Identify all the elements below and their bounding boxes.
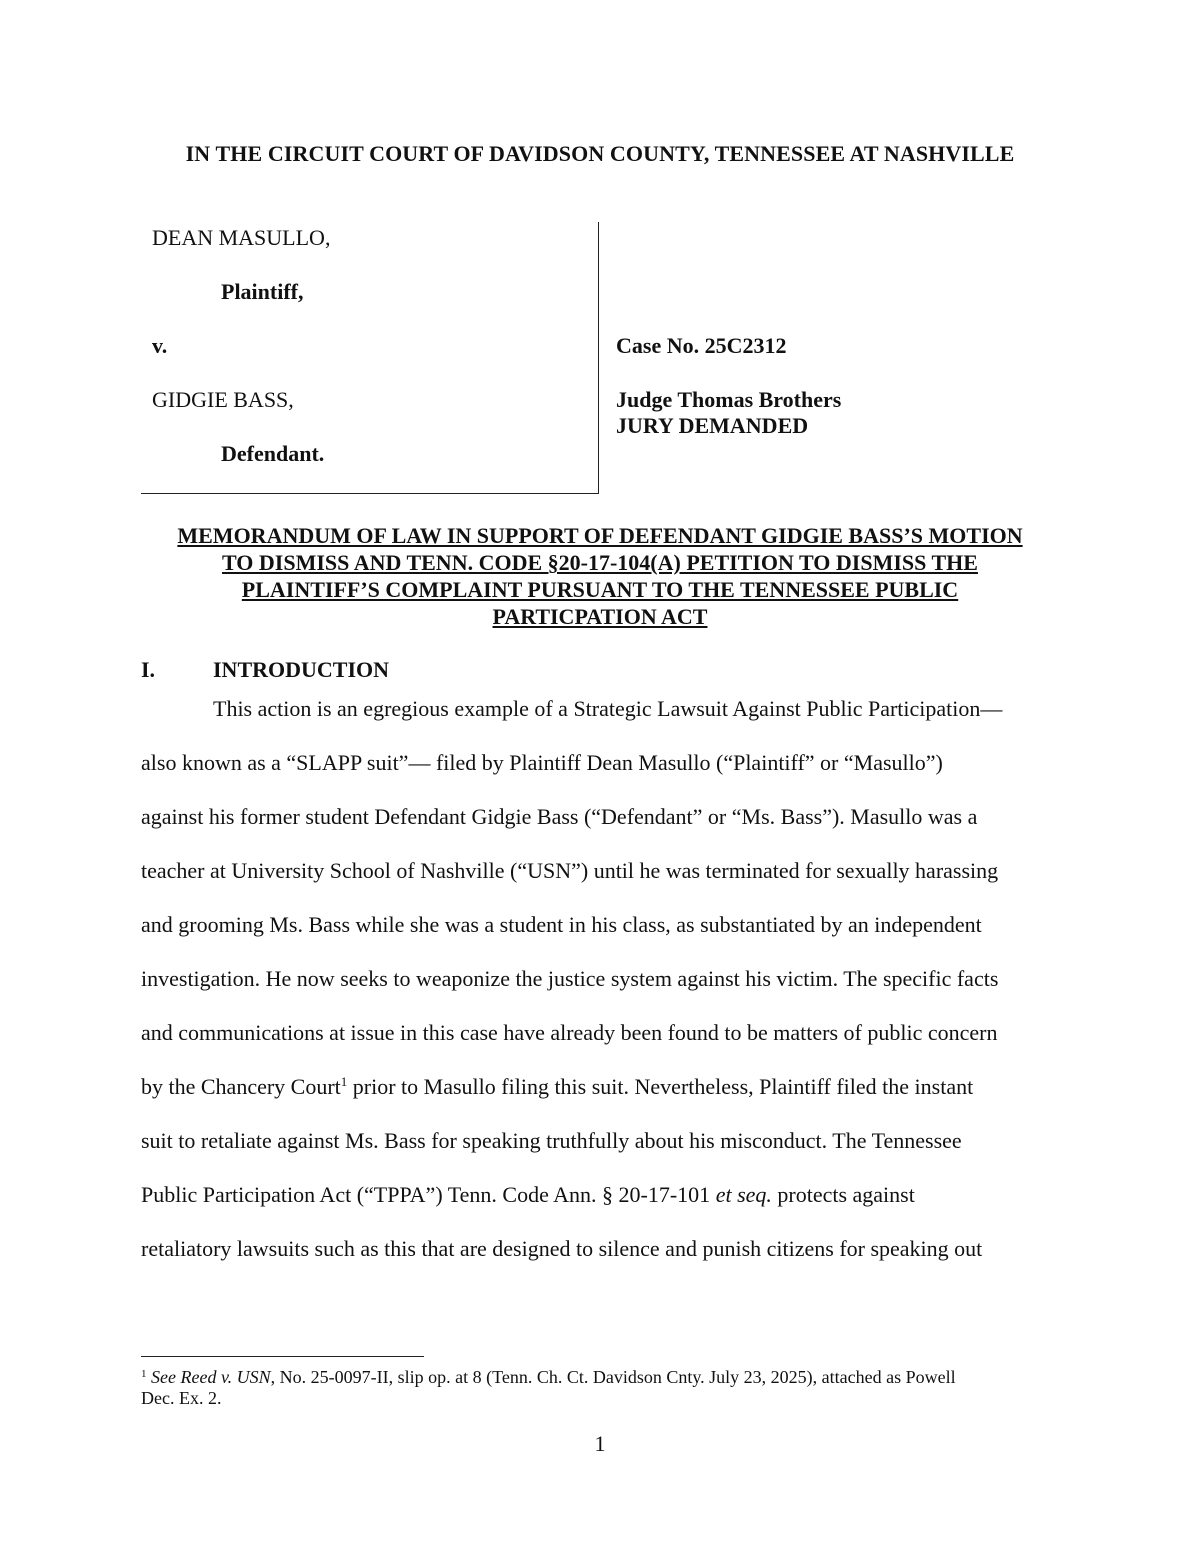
caption-divider-vertical bbox=[598, 222, 599, 494]
plaintiff-role: Plaintiff, bbox=[221, 279, 304, 304]
memo-title-line: PLAINTIFF’S COMPLAINT PURSUANT TO THE TENNESSEE PUBLIC bbox=[241, 577, 959, 602]
versus: v. bbox=[152, 333, 168, 358]
body-line bbox=[141, 1182, 1059, 1208]
body-text: prior to Masullo filing this suit. Nevertheless, Plaintiff filed the instant bbox=[347, 1074, 974, 1099]
body-line: suit to retaliate against Ms. Bass for speaking truthfully about his misconduct. The Tennessee bbox=[141, 1128, 962, 1153]
body-text: protects against bbox=[771, 1182, 915, 1207]
body-line bbox=[141, 1074, 1059, 1100]
caption-divider-horizontal bbox=[141, 493, 599, 494]
italic-text: et seq. bbox=[715, 1182, 772, 1207]
body-line: and communications at issue in this case have already been found to be matters of public concern bbox=[141, 1020, 998, 1045]
jury-demand: JURY DEMANDED bbox=[616, 413, 809, 438]
body-line: retaliatory lawsuits such as this that are designed to silence and punish citizens for speaking out bbox=[141, 1236, 983, 1261]
defendant-role: Defendant. bbox=[221, 441, 325, 466]
footnote-text: , No. 25-0097-II, slip op. at 8 (Tenn. Ch. Ct. Davidson Cnty. July 23, 2025), attached as Powell bbox=[270, 1367, 956, 1387]
body-line: against his former student Defendant Gidgie Bass (“Defendant” or “Ms. Bass”). Masullo was a bbox=[141, 804, 978, 829]
memo-title-line: TO DISMISS AND TENN. CODE §20-17-104(A) PETITION TO DISMISS THE bbox=[222, 550, 978, 575]
body-text: Public Participation Act (“TPPA”) Tenn. Code Ann. § 20-17-101 bbox=[141, 1182, 716, 1207]
footnote-separator bbox=[141, 1356, 424, 1357]
body-line: also known as a “SLAPP suit”— filed by Plaintiff Dean Masullo (“Plaintiff” or “Masullo”) bbox=[141, 750, 943, 775]
memo-title-line: PARTICPATION ACT bbox=[492, 604, 708, 629]
memorandum-title bbox=[120, 522, 1080, 630]
court-header: IN THE CIRCUIT COURT OF DAVIDSON COUNTY, TENNESSEE AT NASHVILLE bbox=[185, 141, 1015, 166]
footnote-line bbox=[141, 1367, 1041, 1388]
plaintiff-name: DEAN MASULLO, bbox=[152, 225, 331, 250]
footnote bbox=[141, 1367, 1041, 1409]
defendant-name: GIDGIE BASS, bbox=[152, 387, 294, 412]
section-title: INTRODUCTION bbox=[213, 657, 390, 682]
body-line: teacher at University School of Nashville (“USN”) until he was terminated for sexually harassing bbox=[141, 858, 999, 883]
body-line: investigation. He now seeks to weaponize the justice system against his victim. The specific facts bbox=[141, 966, 999, 991]
section-number: I. bbox=[141, 657, 156, 682]
judge-name: Judge Thomas Brothers bbox=[616, 387, 842, 412]
footnote-citation: See Reed v. USN bbox=[151, 1367, 271, 1387]
footnote-marker: 1 bbox=[141, 1368, 147, 1380]
footnote-line: Dec. Ex. 2. bbox=[141, 1388, 222, 1408]
memo-title-line: MEMORANDUM OF LAW IN SUPPORT OF DEFENDANT GIDGIE BASS’S MOTION bbox=[177, 523, 1023, 548]
body-line: This action is an egregious example of a Strategic Lawsuit Against Public Participation— bbox=[213, 696, 1003, 721]
page-number: 1 bbox=[594, 1431, 606, 1456]
body-line: and grooming Ms. Bass while she was a student in his class, as substantiated by an independent bbox=[141, 912, 982, 937]
case-number: Case No. 25C2312 bbox=[616, 333, 787, 358]
body-text: by the Chancery Court bbox=[141, 1074, 341, 1099]
footnote-reference[interactable]: 1 bbox=[340, 1074, 348, 1089]
